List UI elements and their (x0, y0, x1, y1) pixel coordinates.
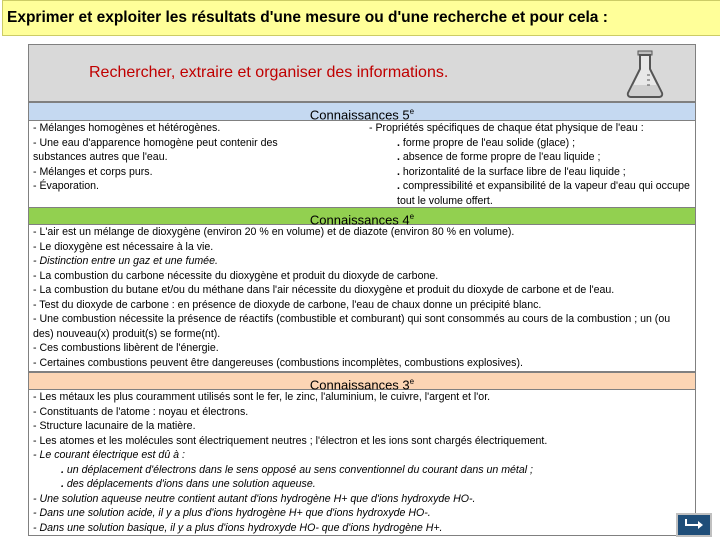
list-item: - Ces combustions libèrent de l'énergie. (33, 342, 219, 354)
banner (28, 44, 696, 102)
section-heading-3e: Connaissances 3e (28, 372, 696, 390)
list-item: . compressibilité et expansibilité de la vapeur d'eau qui occupe tout le volume offert. (397, 180, 690, 207)
list-item: - Propriétés spécifiques de chaque état physique de l'eau : (369, 122, 644, 134)
section-heading-5e: Connaissances 5e (28, 102, 696, 121)
list-item: - La combustion du butane et/ou du méthane dans l'air nécessite du dioxygène et produit du dioxyde de carbone et de l'eau. (33, 284, 615, 296)
section-heading-4e: Connaissances 4e (28, 207, 696, 225)
list-item: - Certaines combustions peuvent être dangereuses (combustions incomplètes, combustions explosives). (33, 356, 523, 369)
list-item: - Une solution aqueuse neutre contient autant d'ions hydrogène H+ que d'ions hydroxyde HO-. (33, 492, 476, 505)
list-item: - Les atomes et les molécules sont électriquement neutres ; l'électron et les ions sont chargés électriquement. (33, 434, 548, 447)
page-title: Exprimer et exploiter les résultats d'une mesure ou d'une recherche et pour cela : (2, 0, 720, 36)
list-item: - Une eau d'apparence homogène peut contenir des substances autres que l'eau. (33, 136, 278, 163)
list-item: . absence de forme propre de l'eau liquide ; (397, 151, 601, 163)
list-item: - Dans une solution basique, il y a plus d'ions hydroxyde HO- que d'ions hydrogène H+. (33, 521, 443, 534)
list-item: - Le courant électrique est dû à : (33, 449, 185, 461)
list-item: . forme propre de l'eau solide (glace) ; (397, 136, 576, 149)
list-item: - Test du dioxyde de carbone : en présence de dioxyde de carbone, l'eau de chaux donne un précipité blanc. (33, 298, 542, 311)
list-item: - Structure lacunaire de la matière. (33, 420, 196, 432)
section-3e (28, 390, 696, 536)
list-item: - La combustion du carbone nécessite du dioxygène et produit du dioxyde de carbone. (33, 269, 439, 282)
list-item: - Une combustion nécessite la présence de réactifs (combustible et comburant) qui sont consommés au cours de la combustion ; un (ou des) nouveau(x) produit(s) se forme(nt). (33, 313, 671, 340)
section-5e (28, 121, 696, 207)
list-item: . un déplacement d'électrons dans le sens opposé au sens conventionnel du courant dans un métal ; (61, 463, 533, 476)
section-3e-list (33, 390, 693, 535)
list-item: . des déplacements d'ions dans une solution aqueuse. (61, 478, 316, 490)
list-item: - Mélanges homogènes et hétérogènes. (33, 122, 221, 134)
section-5e-left (33, 121, 333, 194)
list-item: - Les métaux les plus couramment utilisés sont le fer, le zinc, l'aluminium, le cuivre, l'argent et l'or. (33, 391, 491, 403)
list-item: - Évaporation. (33, 180, 99, 192)
return-arrow-icon (678, 515, 710, 535)
list-item: - Distinction entre un gaz et une fumée. (33, 255, 218, 267)
list-item: - Mélanges et corps purs. (33, 165, 153, 178)
flask-icon (623, 49, 667, 99)
banner-text: Rechercher, extraire et organiser des informations. (89, 64, 449, 81)
list-item: - Constituants de l'atome : noyau et électrons. (33, 405, 249, 418)
list-item: - Le dioxygène est nécessaire à la vie. (33, 240, 214, 253)
title-bar (0, 0, 720, 36)
section-5e-right (369, 121, 695, 208)
list-item: - L'air est un mélange de dioxygène (environ 20 % en volume) et de diazote (environ 80 % en volume). (33, 226, 515, 238)
return-button[interactable] (676, 513, 712, 537)
list-item: . horizontalité de la surface libre de l'eau liquide ; (397, 165, 626, 178)
section-4e (28, 225, 696, 372)
section-4e-list (33, 225, 693, 370)
list-item: - Dans une solution acide, il y a plus d'ions hydrogène H+ que d'ions hydroxyde HO-. (33, 507, 431, 519)
